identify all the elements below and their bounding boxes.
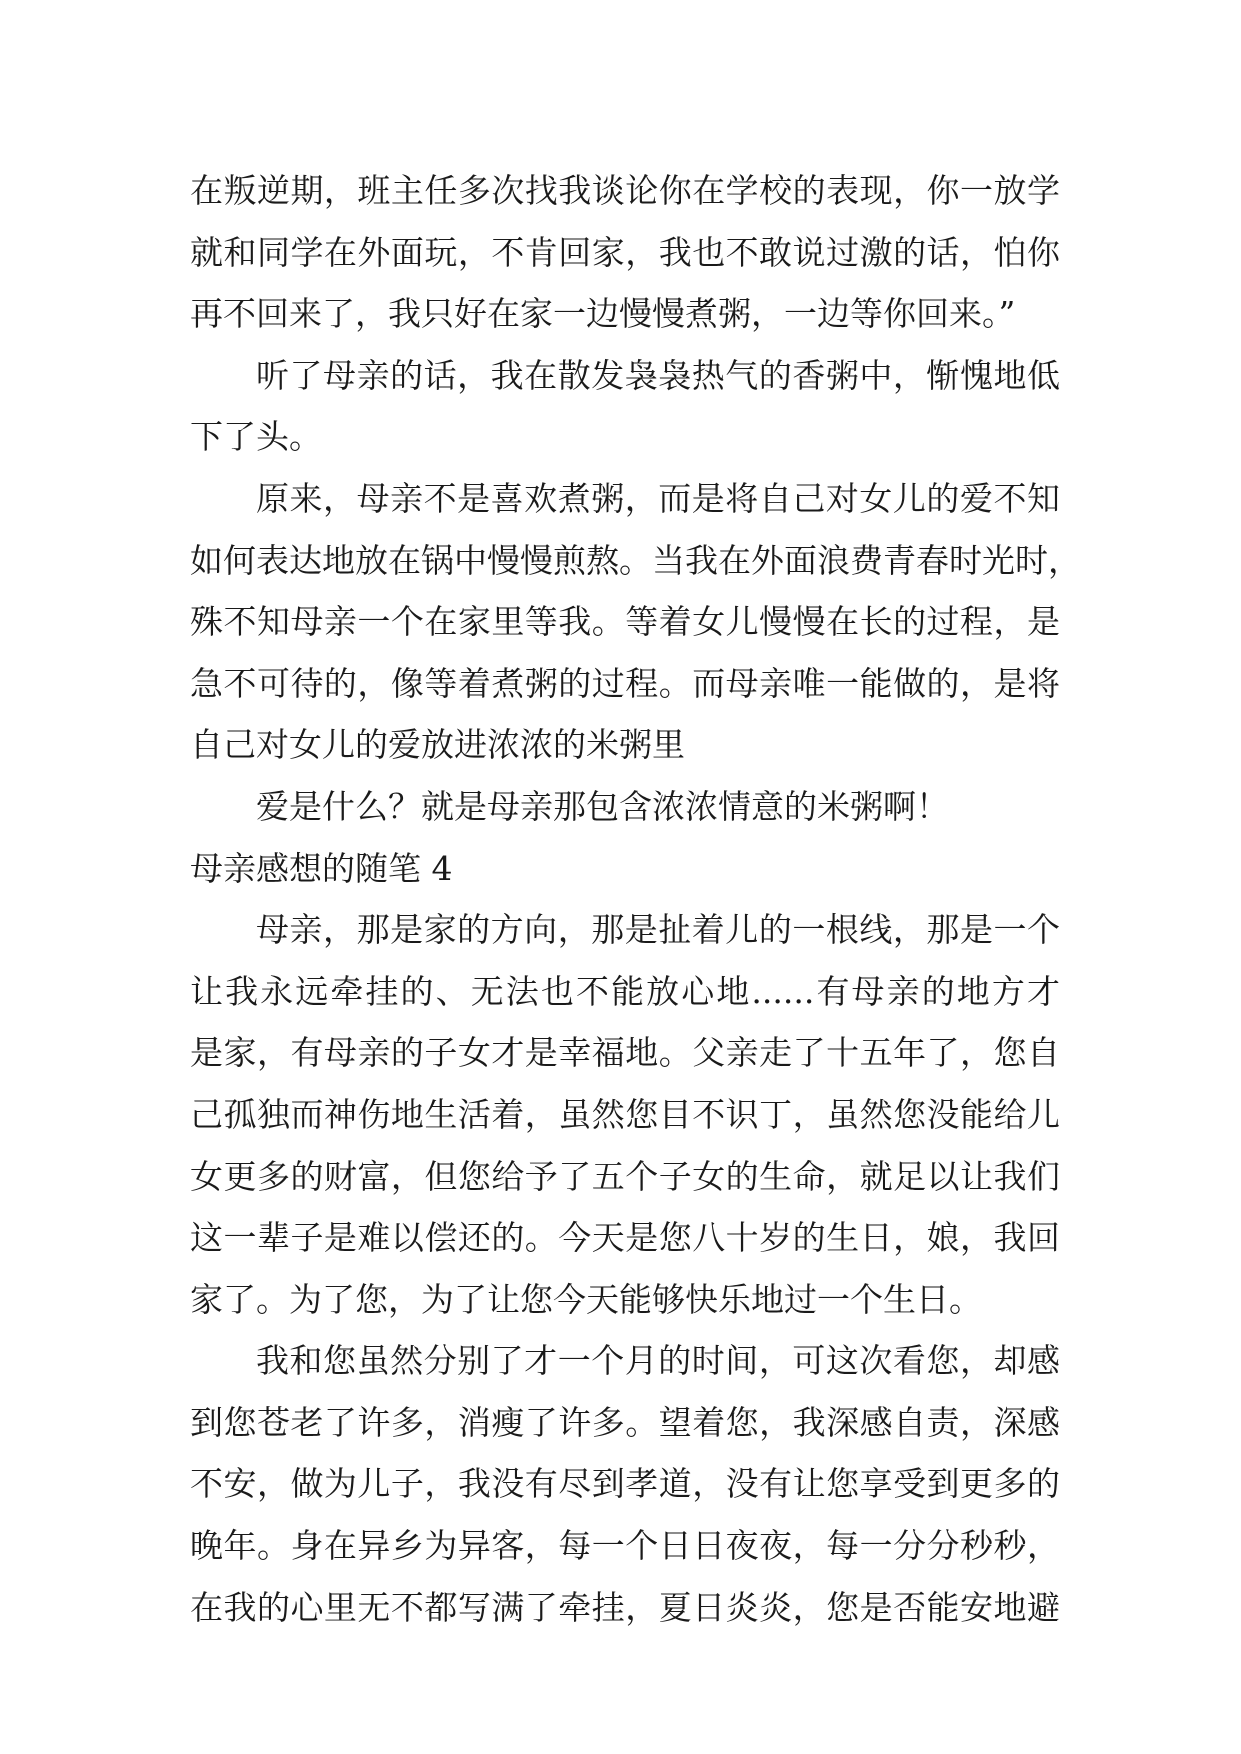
text-line: 晚年。身在异乡为异客，每一个日日夜夜，每一分分秒秒， xyxy=(190,1526,1060,1566)
text-line: 家了。为了您，为了让您今天能够快乐地过一个生日。 xyxy=(190,1279,982,1319)
text-line: 让我永远牵挂的、无法也不能放心地......有母亲的地方才 xyxy=(190,971,1060,1011)
text-line: 不安，做为儿子，我没有尽到孝道，没有让您享受到更多的 xyxy=(190,1464,1060,1504)
text-line: 爱是什么？就是母亲那包含浓浓情意的米粥啊！ xyxy=(256,786,949,826)
text-line: 母亲，那是家的方向，那是扯着儿的一根线，那是一个 xyxy=(256,910,1060,950)
text-line: 殊不知母亲一个在家里等我。等着女儿慢慢在长的过程，是 xyxy=(190,602,1060,642)
text-line: 如何表达地放在锅中慢慢煎熬。当我在外面浪费青春时光时， xyxy=(190,540,1081,580)
text-line: 在我的心里无不都写满了牵挂，夏日炎炎，您是否能安地避 xyxy=(190,1587,1060,1627)
text-line: 是家，有母亲的子女才是幸福地。父亲走了十五年了，您自 xyxy=(190,1033,1060,1073)
text-line: 听了母亲的话，我在散发袅袅热气的香粥中，惭愧地低 xyxy=(256,355,1060,395)
text-line: 我和您虽然分别了才一个月的时间，可这次看您，却感 xyxy=(256,1341,1060,1381)
text-line: 自己对女儿的爱放进浓浓的米粥里 xyxy=(190,725,685,765)
document-body xyxy=(190,160,1081,1638)
text-line: 这一辈子是难以偿还的。今天是您八十岁的生日，娘，我回 xyxy=(190,1218,1060,1258)
text-line: 在叛逆期，班主任多次找我谈论你在学校的表现，你一放学 xyxy=(190,171,1060,210)
text-line: 到您苍老了许多，消瘦了许多。望着您，我深感自责，深感 xyxy=(190,1402,1060,1442)
text-line: 己孤独而神伤地生活着，虽然您目不识丁，虽然您没能给儿 xyxy=(190,1094,1060,1134)
text-line: 急不可待的，像等着煮粥的过程。而母亲唯一能做的，是将 xyxy=(190,663,1060,703)
text-line: 女更多的财富，但您给予了五个子女的生命，就足以让我们 xyxy=(190,1156,1060,1196)
section-heading: 母亲感想的随笔 4 xyxy=(190,848,453,888)
text-line: 下了头。 xyxy=(190,417,322,457)
text-line: 就和同学在外面玩，不肯回家，我也不敢说过激的话，怕你 xyxy=(190,232,1060,272)
text-line: 再不回来了，我只好在家一边慢慢煮粥，一边等你回来。” xyxy=(190,294,1016,334)
text-line: 原来，母亲不是喜欢煮粥，而是将自己对女儿的爱不知 xyxy=(256,478,1060,518)
